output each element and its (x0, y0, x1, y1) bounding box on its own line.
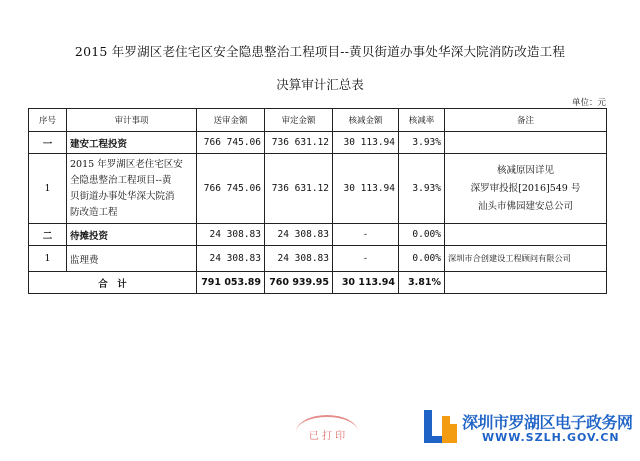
row-item: 监理费 (67, 246, 197, 272)
row-submitted: 24 308.83 (197, 246, 265, 272)
total-approved: 760 939.95 (265, 272, 333, 294)
site-name: 深圳市罗湖区电子政务网 (462, 413, 633, 432)
row-approved: 24 308.83 (265, 246, 333, 272)
table-row (29, 132, 607, 154)
row-item-line: 2015 年罗湖区老住宅区安 (70, 158, 183, 170)
row-no: 1 (29, 246, 67, 272)
row-reduction: 30 113.94 (333, 154, 399, 224)
row-no: 一 (29, 132, 67, 154)
row-remark (445, 224, 607, 246)
remark-line: 核减原因详见 (496, 164, 554, 176)
unit-label: 单位：元 (571, 98, 606, 108)
col-header-submitted: 送审金额 (197, 109, 265, 132)
col-header-item: 审计事项 (67, 109, 197, 132)
remark-line: 深罗审投报[2016]549 号 (470, 182, 581, 194)
row-reduction: - (333, 246, 399, 272)
row-item: 建安工程投资 (67, 132, 197, 154)
col-header-remark: 备注 (445, 109, 607, 132)
table-header-row (29, 109, 607, 132)
site-watermark-logo (420, 404, 633, 454)
remark-line: 汕头市佛园建安总公司 (477, 200, 573, 212)
col-header-rate: 核减率 (399, 109, 445, 132)
document-subtitle: 决算审计汇总表 (276, 77, 364, 92)
total-label: 合 计 (29, 272, 197, 294)
lh-logo-icon (420, 406, 460, 448)
total-submitted: 791 053.89 (197, 272, 265, 294)
row-item: 待摊投资 (67, 224, 197, 246)
row-no: 二 (29, 224, 67, 246)
row-reduction: - (333, 224, 399, 246)
table-total-row (29, 272, 607, 294)
row-item-line: 贝街道办事处华深大院消 (70, 190, 175, 202)
row-rate: 0.00% (399, 224, 445, 246)
row-item-line: 防改造工程 (70, 206, 118, 218)
table-row (29, 154, 607, 224)
row-remark (445, 154, 607, 224)
row-submitted: 766 745.06 (197, 132, 265, 154)
row-approved: 736 631.12 (265, 132, 333, 154)
row-remark: 深圳市合创建设工程顾问有限公司 (445, 246, 607, 272)
col-header-no: 序号 (29, 109, 67, 132)
table-row (29, 246, 607, 272)
total-remark (445, 272, 607, 294)
row-submitted: 24 308.83 (197, 224, 265, 246)
row-item (67, 154, 197, 224)
audit-summary-table (28, 108, 607, 294)
row-reduction: 30 113.94 (333, 132, 399, 154)
row-remark (445, 132, 607, 154)
table-row (29, 224, 607, 246)
row-item-line: 全隐患整治工程项目--黄 (70, 174, 172, 186)
row-approved: 24 308.83 (265, 224, 333, 246)
row-submitted: 766 745.06 (197, 154, 265, 224)
site-url: WWW.SZLH.GOV.CN (482, 431, 620, 444)
printed-stamp: 已 打 印 (296, 415, 358, 449)
total-reduction: 30 113.94 (333, 272, 399, 294)
total-rate: 3.81% (399, 272, 445, 294)
document-title: 2015 年罗湖区老住宅区安全隐患整治工程项目--黄贝街道办事处华深大院消防改造工程 (74, 44, 566, 59)
row-no: 1 (29, 154, 67, 224)
row-rate: 3.93% (399, 132, 445, 154)
row-approved: 736 631.12 (265, 154, 333, 224)
col-header-approved: 审定金额 (265, 109, 333, 132)
col-header-reduction: 核减金额 (333, 109, 399, 132)
row-rate: 0.00% (399, 246, 445, 272)
row-rate: 3.93% (399, 154, 445, 224)
